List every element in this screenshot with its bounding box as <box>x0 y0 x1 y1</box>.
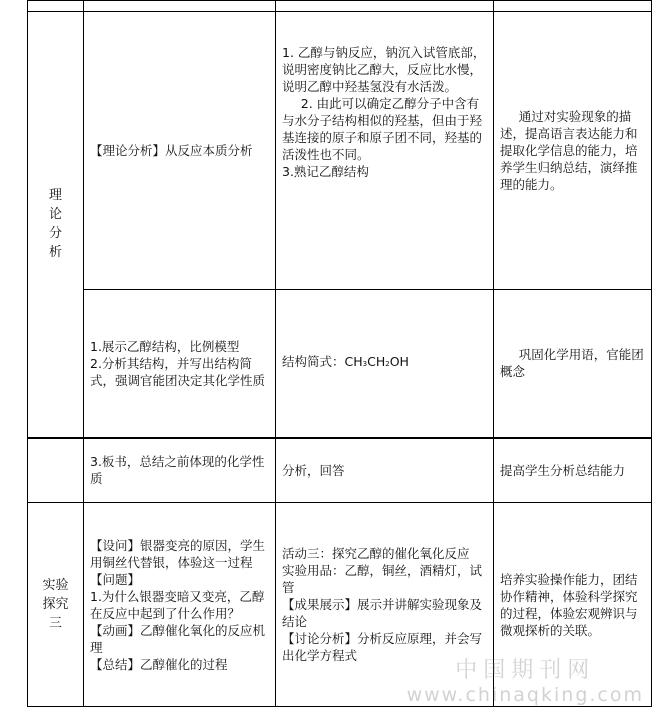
teacher-activity-text: 3.板书，总结之前体现的化学性质 <box>90 454 265 487</box>
student-activity-line: 【讨论分析】分析反应原理，并会写出化学方程式 <box>282 631 483 663</box>
student-activity-text: 分析，回答 <box>282 462 345 478</box>
phase-cell-experiment <box>28 503 84 707</box>
teacher-activity-line: 2.分析其结构，并写出结构简式，强调官能团决定其化学性质 <box>90 355 266 388</box>
table-row-theory-2 <box>28 290 652 438</box>
design-intent-cell <box>494 503 652 707</box>
table-row-summary <box>28 438 652 503</box>
teacher-activity-cell <box>84 503 276 707</box>
cell-empty <box>84 1 276 12</box>
design-intent-cell <box>494 290 652 438</box>
design-intent-text: 培养实验操作能力，团结协作精神，体验科学探究的过程，体验宏观辨识与微观探析的关联。 <box>500 571 638 638</box>
teacher-activity-cell <box>84 290 276 438</box>
student-activity-cell <box>276 12 494 290</box>
phase-cell-empty <box>28 438 84 503</box>
phase-label-experiment: 实验 探究 三 <box>42 578 69 631</box>
teacher-activity-line: 【设问】银器变亮的原因，学生用铜丝代替银，体验这一过程 <box>90 537 266 570</box>
design-intent-text: 通过对实验现象的描述，提高语言表达能力和提取化学信息的能力，培养学生归纳总结，演绎推理的能力。 <box>500 109 638 192</box>
table-row-top-fragment <box>28 1 652 12</box>
design-intent-text: 巩固化学用语，官能团概念 <box>500 347 644 380</box>
table-row-experiment-3 <box>28 503 652 707</box>
table-row-theory-1 <box>28 12 652 290</box>
structural-formula: 结构简式：CH3CH2OH <box>282 354 409 370</box>
phase-cell-theory <box>28 12 84 438</box>
student-activity-cell <box>276 503 494 707</box>
watermark-site-name: 中国期刊网 <box>455 658 596 683</box>
teacher-activity-cell <box>84 438 276 503</box>
student-activity-line: 3.熟记乙醇结构 <box>282 164 369 179</box>
student-activity-line: 2. 由此可以确定乙醇分子中含有与水分子结构相似的羟基，但由于羟基连接的原子和原子团不同，羟基的活泼性也不同。 <box>282 96 483 162</box>
phase-label-theory: 理 论 分 析 <box>48 188 62 261</box>
design-intent-cell <box>494 12 652 290</box>
watermark-url: www.chinaqking.com <box>406 684 644 706</box>
lesson-plan-table <box>27 0 652 707</box>
teacher-activity-text: 【理论分析】从反应本质分析 <box>90 143 253 158</box>
student-activity-line: 活动三：探究乙醇的催化氧化反应 <box>282 546 470 561</box>
cell-empty <box>276 1 494 12</box>
cell-empty <box>28 1 84 12</box>
student-activity-line: 实验用品：乙醇，铜丝，酒精灯，试管 <box>282 563 483 595</box>
teacher-activity-line: 【动画】乙醇催化氧化的反应机理 <box>90 622 266 655</box>
design-intent-text: 提高学生分析总结能力 <box>500 462 626 478</box>
cell-empty <box>494 1 652 12</box>
design-intent-cell <box>494 438 652 503</box>
teacher-activity-line: 1.为什么银器变暗又变亮，乙醇在反应中起到了什么作用？ <box>90 588 265 621</box>
teacher-activity-cell <box>84 12 276 290</box>
student-activity-cell <box>276 290 494 438</box>
student-activity-cell <box>276 438 494 503</box>
teacher-activity-line: 【问题】 <box>90 571 141 587</box>
student-activity-line: 1. 乙醇与钠反应，钠沉入试管底部，说明密度钠比乙醇大，反应比水慢，说明乙醇中羟基氢没有水活泼。 <box>282 45 486 94</box>
teacher-activity-line: 【总结】乙醇催化的过程 <box>90 656 228 672</box>
teacher-activity-line: 1.展示乙醇结构，比例模型 <box>90 338 240 354</box>
student-activity-line: 【成果展示】展示并讲解实验现象及结论 <box>282 597 483 629</box>
